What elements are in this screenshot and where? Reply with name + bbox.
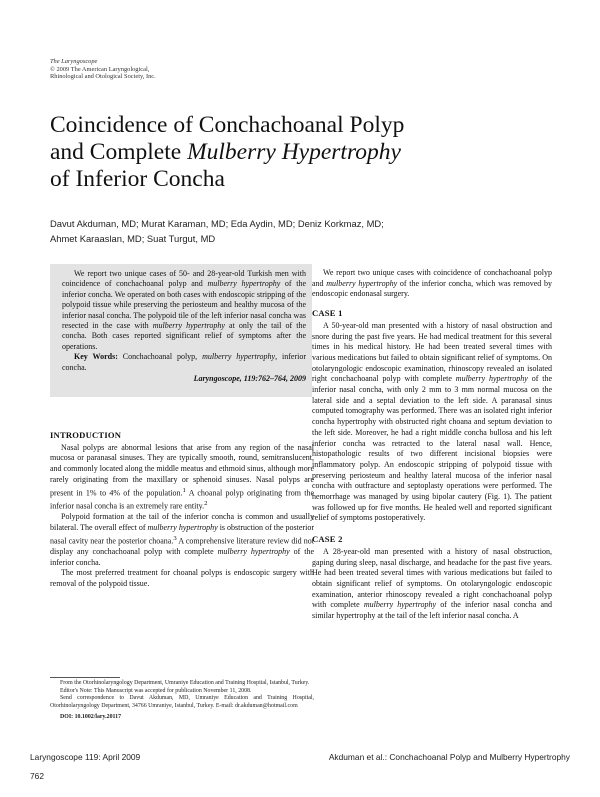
key-words-label: Key Words:	[74, 352, 118, 362]
footnote-doi: DOI: 10.1002/lary.20117	[60, 714, 122, 721]
title-line-3: of Inferior Concha	[50, 166, 225, 192]
ref-sup-2: 2	[204, 499, 208, 507]
journal-copyright: © 2009 The American Laryngological,	[50, 65, 150, 73]
case-1-paragraph	[312, 321, 552, 524]
right-intro-paragraph	[312, 268, 552, 300]
journal-society: Rhinological and Otological Society, Inc.	[50, 73, 156, 81]
intro-p1-text: Nasal polyps are abnormal lesions that arise from any region of the nasal mucosa or paranasal sinuses. They are typically smooth, round, semitranslucent, and commonly located along the middle meatus and ethmoid sinus, although more rarely originating from the maxillary or sphenoid sinuses. Nasal polyps are present in 1% to 4% of the population.	[50, 442, 314, 498]
footnote-editor: Editor's Note: This Manuscript was accepted for publication November 11, 2008.	[60, 687, 252, 694]
right-intro-italic: mulberry hypertrophy	[326, 278, 398, 288]
case-2-italic: mulberry hypertrophy	[363, 600, 437, 610]
abstract	[62, 269, 306, 384]
case-1-text-c: of the inferior nasal concha, with only 2 mm to 3 mm normal mucosa on the lateral side and a septal deviation to the left side. A paranasal sinus computed tomography was performed. There was an isolated right inferior concha hypertrophy with obstructed right choana and septum deviation to the left side. Moreover, he had a right middle concha bullosa and his left inferior concha was retracted to the lateral nasal wall. Hence, histopathologic results of two different incisional biopsies were inflammatory polyp. An endoscopic stripping of polypoid tissue with preserving periosteum and healthy lateral mucosa of the inferior nasal concha with outfracture and septoplasty operations were performed. The hemorrhage was managed by using bipolar cautery (Fig. 1). The patient was followed up for five months. He healed well and reported significant relief of symptoms postoperatively.	[312, 374, 553, 523]
journal-header	[50, 58, 156, 81]
abstract-text-2: of the inferior concha. We operated on both cases with endoscopic stripping of the polypoid tissue while preserving the periosteum and healthy mucosa of the inferior nasal concha. The polypoid tile of the left inferior nasal concha was resected in the case with	[62, 279, 306, 331]
intro-paragraph-1	[50, 443, 314, 513]
left-column	[50, 430, 314, 590]
right-intro-text-a: We report two unique cases with coincidence of conchachoanal polyp and	[312, 268, 552, 288]
author-list	[50, 216, 570, 246]
ref-sup-3: 3	[173, 534, 177, 542]
intro-paragraph-3: The most preferred treatment for choanal polyps is endoscopic surgery with removal of the polypoid tissue.	[50, 568, 314, 589]
intro-p2-text-f: of the inferior concha.	[50, 547, 315, 567]
footnotes	[50, 680, 314, 722]
page-number: 762	[30, 771, 44, 781]
key-words-italic: mulberry hypertrophy	[202, 352, 276, 362]
right-column	[312, 268, 552, 622]
case-1-italic: mulberry hypertrophy	[455, 374, 528, 384]
introduction-heading: INTRODUCTION	[50, 430, 122, 440]
abstract-text-1: We report two unique cases of 50- and 28-year-old Turkish men with coincidence of conchachoanal polyp and	[62, 269, 306, 289]
right-intro-text-c: of the inferior concha, which was removed by endoscopic endonasal surgery.	[312, 278, 552, 299]
title-line-2	[50, 139, 570, 166]
title-line-1: Coincidence of Conchachoanal Polyp	[50, 112, 405, 138]
article-title	[50, 112, 570, 193]
footnote-rule	[50, 677, 120, 678]
abstract-italic-2: mulberry hypertrophy	[152, 321, 225, 331]
case-2-heading: CASE 2	[312, 534, 343, 545]
case-2-text-a: A 28-year-old man presented with a history of nasal obstruction, gaping during sleep, nasal discharge, and headache for the past five years. He had been treated several times with various medications but failed to obtain significant relief of symptoms. On otolaryngologic endoscopic examination, anterior rhinoscopy revealed a right conchachoanal polyp with complete	[312, 546, 552, 610]
abstract-body	[62, 269, 306, 352]
authors-line-2: Ahmet Karaaslan, MD; Suat Turgut, MD	[50, 233, 216, 244]
abstract-italic-1: mulberry hypertrophy	[207, 279, 281, 289]
intro-p2-text-c: is obstruction of the posterior nasal cavity near the posterior choana.	[50, 522, 314, 546]
intro-paragraph-2	[50, 512, 314, 568]
case-2-paragraph	[312, 547, 552, 622]
intro-p2-italic-1: mulberry hypertrophy	[147, 522, 218, 532]
footer-journal-issue: Laryngoscope 119: April 2009	[30, 752, 141, 762]
key-words-text-1: Conchachoanal polyp,	[117, 352, 203, 362]
intro-p2-italic-2: mulberry hypertrophy	[217, 547, 290, 556]
key-words-text-2: , inferior concha.	[62, 352, 306, 372]
case-1-heading: CASE 1	[312, 308, 343, 319]
title-line-2-text: and Complete	[50, 139, 188, 165]
key-words	[62, 352, 306, 373]
ref-sup-1: 1	[182, 486, 186, 494]
title-line-2-italic: Mulberry Hypertrophy	[187, 139, 401, 165]
intro-p2-text-a: Polypoid formation at the tail of the inferior concha is common and usually bilateral. The overall effect of	[50, 512, 314, 532]
case-1-text-a: A 50-year-old man presented with a history of nasal obstruction and snore during the past five years. He had medical treatment for this several times in his medical history. He had been treated several times with various medications but failed to obtain significant relief of symptoms. On otolaryngologic endoscopic examination, rhinoscopy revealed an isolated right conchachoanal polyp with complete	[312, 320, 552, 384]
authors-line-1: Davut Akduman, MD; Murat Karaman, MD; Eda Aydin, MD; Deniz Korkmaz, MD;	[50, 218, 384, 229]
intro-p2-text-d: A comprehensive literature review did not display any conchachoanal polyp with complete	[50, 536, 314, 556]
journal-name: The Laryngoscope	[50, 58, 98, 65]
abstract-text-3: at only the tail of the concha. Both cases reported significant relief of symptoms after the operations.	[62, 321, 306, 351]
intro-p1-text-b: A choanal polyp originating from the inferior nasal concha is an extremely rare entity.	[50, 488, 315, 511]
footnote-correspondence: Send correspondence to Davut Akduman, MD, Umraniye Education and Training Hospital, Otorhinolaryngology Department, 34766 Umraniye, Istanbul, Turkey. E-mail: dr.akduman@hotmail.com	[50, 695, 314, 709]
footnote-affiliation: From the Otorhinolaryngology Department, Umraniye Education and Training Hospital, Istanbul, Turkey.	[60, 680, 310, 686]
case-2-text-c: of the inferior nasal concha and similar hypertrophy at the tail of the left inferior nasal concha. A	[312, 600, 552, 621]
footer-running-title: Akduman et al.: Conchachoanal Polyp and Mulberry Hypertrophy	[328, 752, 570, 762]
abstract-citation: Laryngoscope, 119:762–764, 2009	[193, 374, 306, 384]
